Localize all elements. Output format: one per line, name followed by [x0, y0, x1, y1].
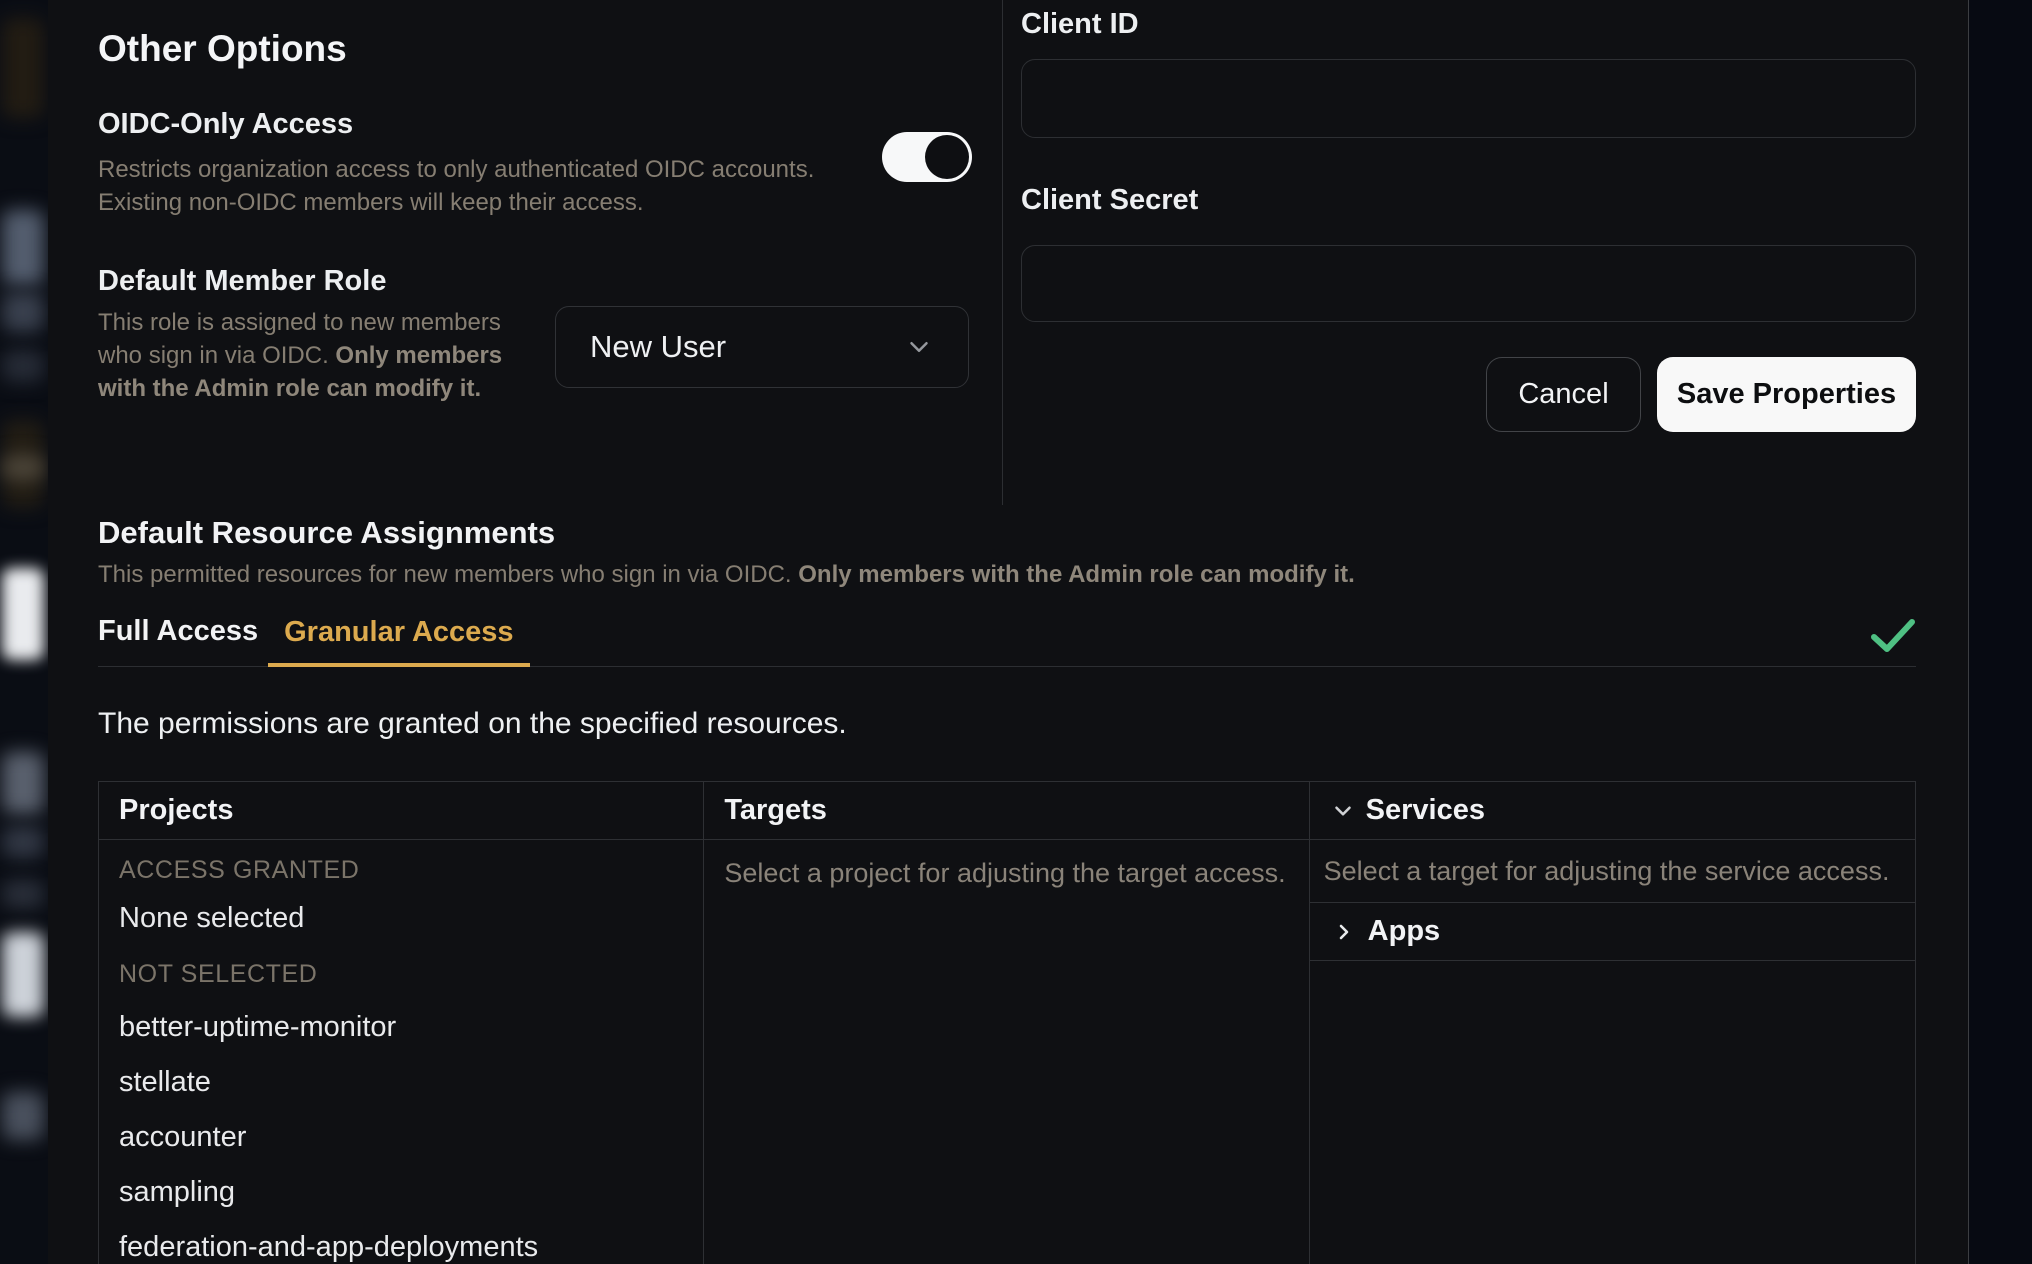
targets-column-header: Targets: [704, 782, 1308, 840]
blurred-blob: [2, 455, 44, 480]
services-column-header[interactable]: [1310, 782, 1915, 840]
oidc-only-access-description: Restricts organization access to only authenticated OIDC accounts. Existing non-OIDC members will keep their access.: [98, 156, 815, 216]
default-member-role-setting: [98, 306, 1002, 405]
resource-assignments-description: This permitted resources for new members who sign in via OIDC. Only members with the Admin role can modify it.: [98, 561, 1355, 588]
projects-column-header: Projects: [99, 782, 703, 840]
default-member-role-dropdown[interactable]: [555, 306, 969, 388]
projects-column: [99, 782, 704, 1264]
client-secret-label: Client Secret: [1021, 184, 1199, 216]
services-placeholder: Select a target for adjusting the service access.: [1310, 840, 1915, 903]
tab-granular-access[interactable]: Granular Access: [268, 616, 529, 667]
page-background-right: [1968, 0, 2032, 1264]
services-header-label: Services: [1365, 794, 1485, 826]
resource-assignments-title: Default Resource Assignments: [98, 515, 556, 550]
oidc-only-access-text: [98, 108, 878, 219]
blurred-sidebar-background: [0, 0, 48, 1264]
blurred-blob: [2, 350, 44, 382]
permissions-note: The permissions are granted on the specified resources.: [98, 707, 847, 740]
toggle-knob: [925, 135, 969, 179]
client-id-label: Client ID: [1021, 8, 1139, 40]
default-resource-assignments-section: [48, 515, 1968, 1264]
resource-assignments-description-bold: Only members with the Admin role can modify it.: [798, 561, 1355, 588]
oidc-credentials-column: [1003, 0, 1968, 505]
blurred-blob: [2, 932, 44, 1017]
chevron-right-icon: [1332, 920, 1356, 944]
chevron-down-icon: [1330, 798, 1356, 824]
chevron-down-icon: [904, 332, 934, 362]
blurred-blob: [2, 880, 44, 908]
tab-full-access[interactable]: Full Access: [98, 615, 259, 647]
dropdown-selected-value: New User: [590, 329, 727, 364]
project-item[interactable]: stellate: [119, 1066, 211, 1098]
project-item[interactable]: federation-and-app-deployments: [119, 1231, 539, 1263]
default-member-role-label: Default Member Role: [98, 265, 387, 297]
targets-column: [704, 782, 1309, 1264]
oidc-only-access-toggle[interactable]: [882, 132, 972, 182]
blurred-blob: [2, 210, 44, 285]
oidc-only-access-setting: [98, 108, 1002, 219]
services-column: [1310, 782, 1915, 1264]
save-properties-button[interactable]: Save Properties: [1657, 357, 1916, 432]
project-item[interactable]: better-uptime-monitor: [119, 1011, 397, 1043]
project-item[interactable]: sampling: [119, 1176, 236, 1208]
cancel-button[interactable]: Cancel: [1486, 357, 1641, 432]
blurred-blob: [2, 826, 44, 858]
targets-placeholder: Select a project for adjusting the target access.: [724, 858, 1286, 888]
client-secret-input[interactable]: [1021, 245, 1916, 322]
access-granted-group-label: ACCESS GRANTED: [119, 856, 360, 884]
granted-empty-state: None selected: [119, 902, 305, 934]
resource-table: [98, 781, 1916, 1264]
apps-section-toggle[interactable]: [1310, 903, 1915, 961]
section-title: Other Options: [98, 28, 347, 69]
client-id-input[interactable]: [1021, 59, 1916, 138]
oidc-only-access-label: OIDC-Only Access: [98, 108, 354, 140]
form-actions: [1021, 357, 1916, 432]
default-member-role-description: This role is assigned to new members who sign in via OIDC. Only members with the Admin role can modify it.: [98, 309, 503, 402]
blurred-blob: [2, 568, 44, 660]
other-options-column: [48, 0, 1003, 505]
not-selected-group-label: NOT SELECTED: [119, 960, 318, 988]
blurred-blob: [2, 18, 44, 118]
projects-list: [99, 840, 703, 1264]
top-section: [48, 0, 1968, 505]
check-icon: [1870, 618, 1916, 654]
blurred-blob: [2, 292, 44, 332]
apps-section-label: Apps: [1367, 915, 1441, 947]
default-member-role-description-bold: Only members with the Admin role can modify it.: [98, 342, 503, 402]
access-tabs: [98, 615, 1916, 667]
oidc-settings-panel: [48, 0, 1968, 1264]
blurred-blob: [2, 1092, 44, 1140]
project-item[interactable]: accounter: [119, 1121, 247, 1153]
blurred-blob: [2, 752, 44, 814]
